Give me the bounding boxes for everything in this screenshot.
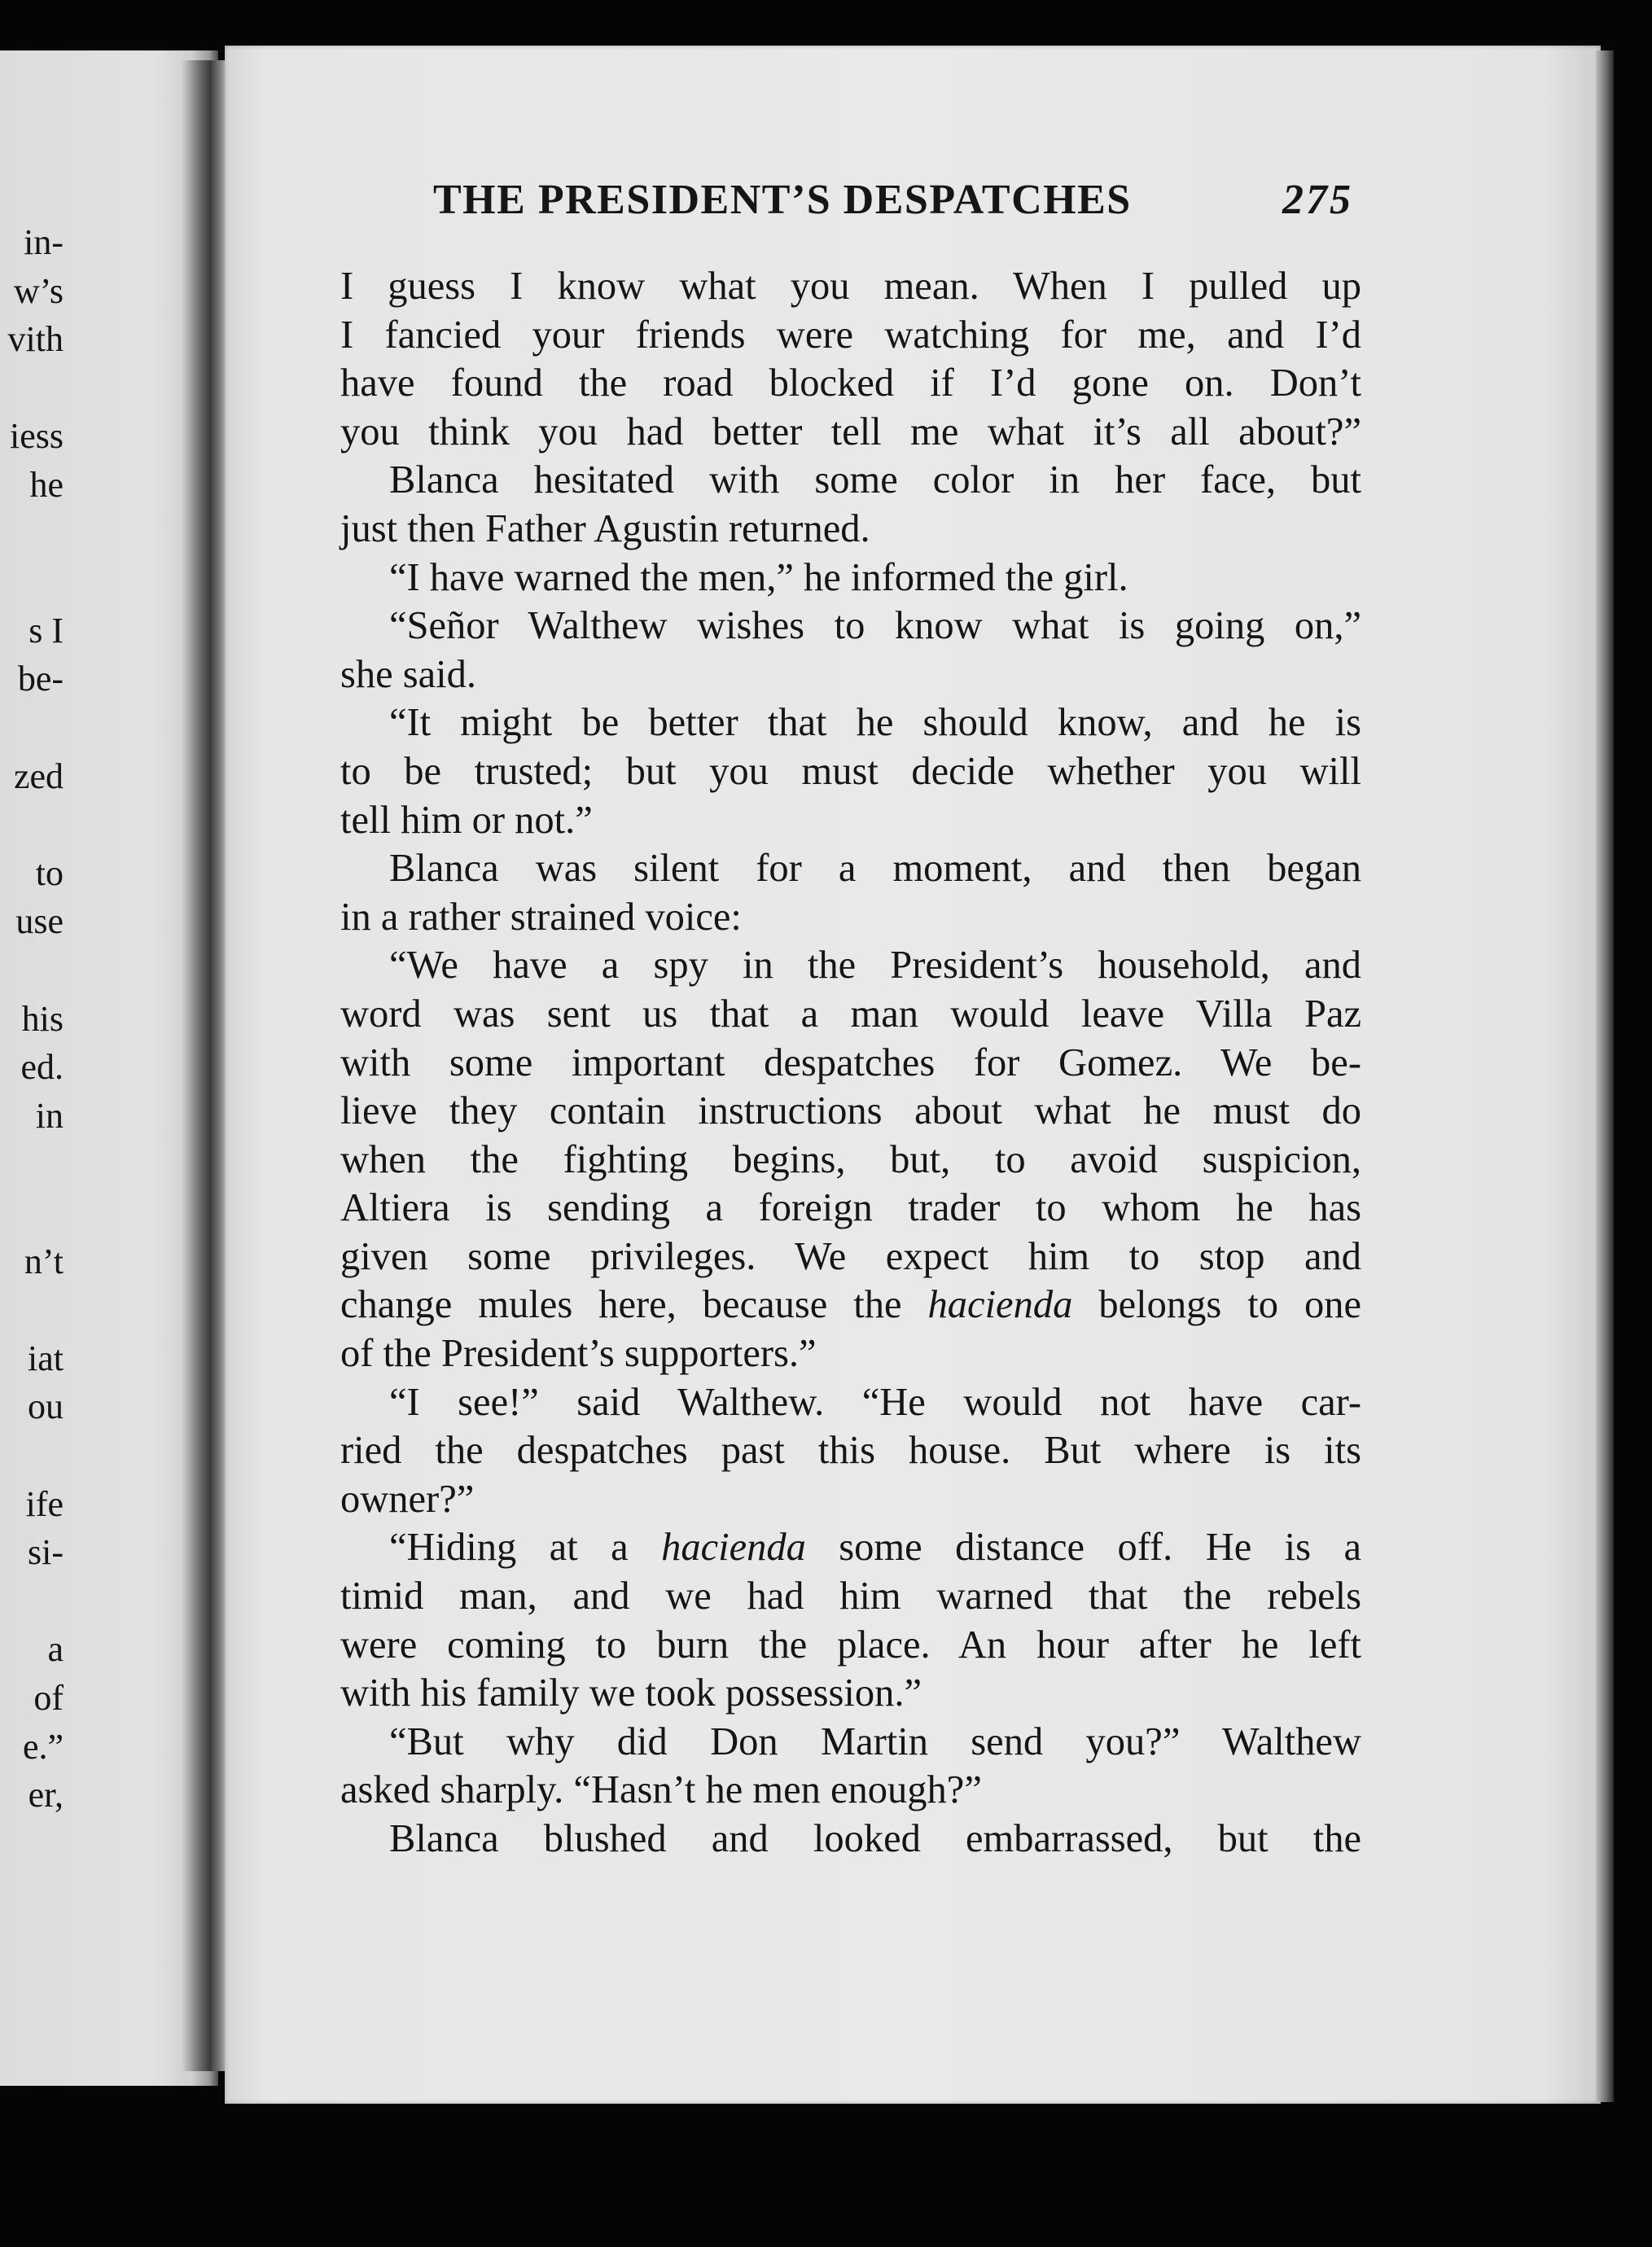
text-line: “It might be better that he should know, and he is [389,701,1361,745]
previous-page-fragment: w’s [13,270,64,311]
text-line: she said. [340,652,477,696]
previous-page-fragment: in [35,1095,64,1136]
previous-page-text-fragments [0,50,64,2086]
text-line: were coming to burn the place. An hour after he left [340,1623,1361,1667]
text-line: with some important despatches for Gomez. We be- [340,1040,1361,1084]
text-line: in a rather strained voice: [340,895,742,939]
text-line: change mules here, because the hacienda belongs to one [340,1283,1361,1327]
text-line: I fancied your friends were watching for me, and I’d [340,313,1361,357]
previous-page-fragment: ife [25,1483,64,1524]
text-line: “I see!” said Walthew. “He would not have car- [389,1380,1361,1424]
previous-page-fragment: vith [7,319,64,360]
text-line: timid man, and we had him warned that the rebels [340,1575,1361,1618]
text-line: given some privileges. We expect him to stop and [340,1234,1361,1278]
previous-page-fragment: use [15,901,64,942]
previous-page-fragment: in- [24,222,64,262]
text-line: you think you had better tell me what it’s all about?” [340,410,1361,453]
previous-page-fragment: of [33,1678,64,1718]
text-line: owner?” [340,1477,475,1521]
italic-word: hacienda [927,1283,1073,1327]
text-line: asked sharply. “Hasn’t he men enough?” [340,1768,982,1812]
previous-page-fragment: si- [28,1532,64,1573]
previous-page-fragment: be- [17,659,64,699]
running-head-title: THE PRESIDENT’S DESPATCHES [433,177,1132,223]
previous-page-fragment: ou [28,1386,64,1427]
text-line: “But why did Don Martin send you?” Walthew [389,1719,1361,1763]
text-line: I guess I know what you mean. When I pulled up [340,265,1361,308]
previous-page-fragment: s I [28,610,64,650]
italic-word: hacienda [661,1526,806,1570]
text-line: lieve they contain instructions about what he must do [340,1089,1361,1133]
previous-page-fragment: his [21,998,64,1039]
previous-page-fragment: er, [28,1775,64,1816]
text-line: Blanca hesitated with some color in her face, but [389,458,1361,502]
text-line: “I have warned the men,” he informed the girl. [389,555,1128,599]
previous-page-fragment: zed [13,756,64,796]
text-line: tell him or not.” [340,798,593,842]
text-line: have found the road blocked if I’d gone on. Don’t [340,361,1361,405]
text-line: Altiera is sending a foreign trader to whom he has [340,1186,1361,1230]
previous-page-fragment: he [29,465,64,505]
text-line: with his family we took possession.” [340,1671,922,1715]
text-line: to be trusted; but you must decide whether you will [340,749,1361,793]
page-body-text [340,262,1361,1864]
text-line: when the fighting begins, but, to avoid suspicion, [340,1137,1361,1181]
text-line: “Hiding at a hacienda some distance off. He is a [389,1526,1361,1570]
previous-page-fragment: to [35,852,64,893]
previous-page-fragment: a [47,1629,64,1670]
previous-page-fragment: iess [10,416,64,457]
text-line: of the President’s supporters.” [340,1332,817,1376]
previous-page-fragment: iat [28,1338,64,1378]
text-line: word was sent us that a man would leave Villa Paz [340,992,1361,1036]
previous-page-fragment: n’t [24,1241,64,1281]
page-number: 275 [1282,177,1353,223]
page-edge-shadow [1596,50,1614,2102]
previous-page-fragment: ed. [20,1047,64,1088]
text-line: just then Father Agustin returned. [340,506,870,550]
text-line: Blanca was silent for a moment, and then began [389,847,1361,891]
book-gutter [181,60,230,2071]
text-line: ried the despatches past this house. But where is its [340,1429,1361,1473]
text-line: “Señor Walthew wishes to know what is going on,” [389,604,1361,648]
previous-page-fragment: e.” [22,1726,64,1767]
running-head [433,169,1353,234]
text-line: “We have a spy in the President’s household, and [389,944,1361,988]
text-line: Blanca blushed and looked embarrassed, but the [389,1817,1361,1860]
